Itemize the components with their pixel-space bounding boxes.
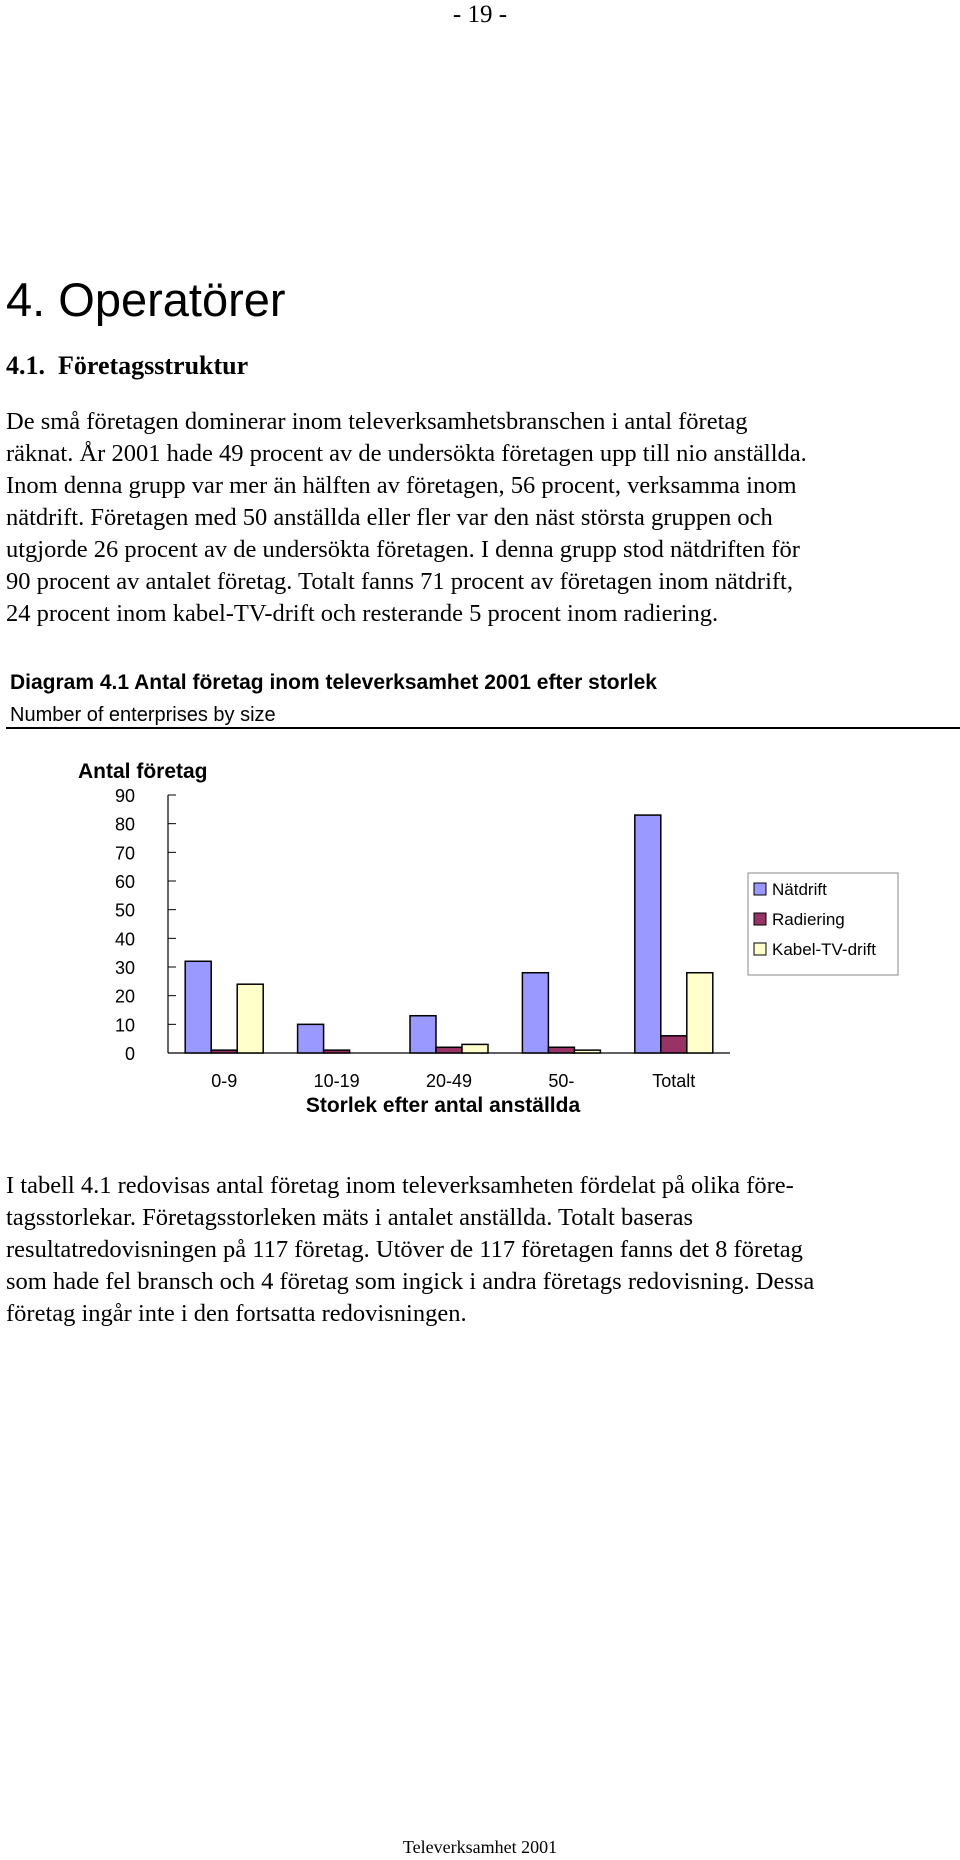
closing-paragraph [6, 1170, 956, 1330]
x-tick-label: 50- [548, 1071, 575, 1091]
bar [237, 984, 263, 1053]
bar [462, 1044, 488, 1053]
intro-paragraph [6, 406, 956, 630]
bar [410, 1016, 436, 1053]
bar [661, 1036, 687, 1053]
legend-label: Kabel-TV-drift [772, 940, 876, 959]
y-tick-label: 50 [114, 900, 135, 921]
bar [436, 1047, 462, 1053]
bar-chart [0, 740, 960, 1140]
paragraph-line: I tabell 4.1 redovisas antal företag inom televerksamheten fördelat på olika före- [6, 1172, 794, 1199]
y-tick-label: 70 [114, 843, 135, 864]
paragraph-line: 90 procent av antalet företag. Totalt fanns 71 procent av företagen inom nätdrift, [6, 568, 793, 595]
y-axis-label: Antal företag [78, 760, 208, 783]
chapter-heading: 4. Operatörer [6, 273, 286, 326]
bar [635, 815, 661, 1053]
diagram-title: Diagram 4.1 Antal företag inom televerksamhet 2001 efter storlek [10, 671, 657, 694]
legend-label: Nätdrift [772, 880, 827, 899]
paragraph-line: De små företagen dominerar inom televerksamhetsbranschen i antal företag [6, 408, 748, 435]
section-title: Företagsstruktur [58, 351, 249, 380]
legend-label: Radiering [772, 910, 845, 929]
diagram-divider [6, 727, 960, 729]
x-tick-label: 0-9 [211, 1071, 238, 1091]
y-tick-label: 0 [124, 1044, 135, 1064]
bar [298, 1024, 324, 1053]
plot-area [115, 786, 730, 1091]
bar [574, 1050, 600, 1053]
diagram-subtitle: Number of enterprises by size [10, 704, 276, 726]
page-footer: Televerksamhet 2001 [402, 1837, 558, 1857]
x-tick-label: Totalt [652, 1071, 696, 1091]
legend-swatch [754, 913, 766, 925]
bar [185, 961, 211, 1053]
x-axis-label: Storlek efter antal anställda [305, 1094, 581, 1117]
x-tick-label: 10-19 [313, 1071, 360, 1091]
section-heading [6, 350, 248, 382]
paragraph-line: 24 procent inom kabel-TV-drift och resterande 5 procent inom radiering. [6, 600, 719, 627]
page-number: - 19 - [452, 1, 508, 28]
bar [522, 973, 548, 1053]
section-number: 4.1. [6, 351, 45, 380]
y-tick-label: 40 [114, 929, 135, 950]
paragraph-line: utgjorde 26 procent av de undersökta företagen. I denna grupp stod nätdriften för [6, 536, 800, 563]
legend-swatch [754, 883, 766, 895]
y-tick-label: 80 [114, 814, 135, 835]
legend-swatch [754, 943, 766, 955]
bar [548, 1047, 574, 1053]
y-tick-label: 90 [114, 786, 135, 806]
y-tick-label: 20 [114, 986, 135, 1007]
bar [324, 1050, 350, 1053]
paragraph-line: företag ingår inte i den fortsatta redovisningen. [6, 1300, 467, 1327]
paragraph-line: Inom denna grupp var mer än hälften av företagen, 56 procent, verksamma inom [6, 472, 797, 499]
y-tick-label: 60 [114, 872, 135, 892]
chart-legend [748, 873, 898, 975]
bar [687, 973, 713, 1053]
x-tick-label: 20-49 [425, 1071, 473, 1091]
paragraph-line: resultatredovisningen på 117 företag. Utöver de 117 företagen fanns det 8 företag [6, 1236, 803, 1263]
y-tick-label: 30 [114, 958, 135, 978]
paragraph-line: nätdrift. Företagen med 50 anställda eller fler var den näst största gruppen och [6, 504, 773, 531]
bar [211, 1050, 237, 1053]
paragraph-line: räknat. År 2001 hade 49 procent av de undersökta företagen upp till nio anställda. [6, 440, 807, 467]
paragraph-line: tagsstorlekar. Företagsstorleken mäts i antalet anställda. Totalt baseras [6, 1204, 694, 1231]
paragraph-line: som hade fel bransch och 4 företag som ingick i andra företags redovisning. Dessa [6, 1268, 815, 1295]
y-tick-label: 10 [114, 1015, 135, 1036]
